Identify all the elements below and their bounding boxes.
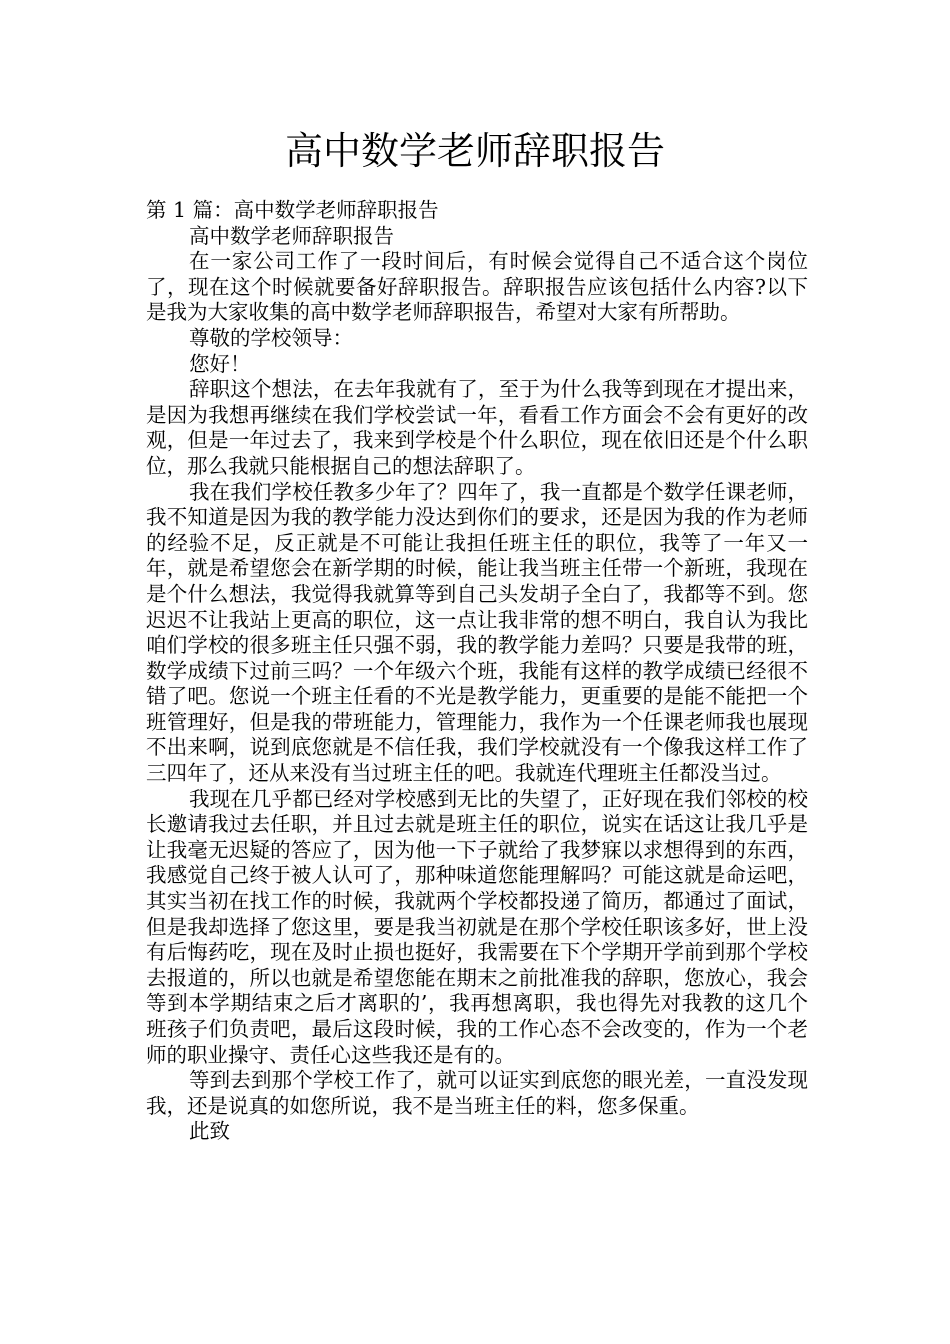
article-heading: 第 1 篇：高中数学老师辞职报告 <box>146 198 439 222</box>
closing-paragraph: 此致 <box>189 1119 230 1144</box>
intro-paragraph: 在一家公司工作了一段时间后，有时候会觉得自己不适合这个岗位了，现在这个时候就要备好辞职报告。辞职报告应该包括什么内容?以下是我为大家收集的高中数学老师辞职报告，希望对大家有所帮助。 <box>146 249 808 325</box>
subtitle-paragraph: 高中数学老师辞职报告 <box>189 223 394 248</box>
body-paragraph: 等到去到那个学校工作了，就可以证实到底您的眼光差，一直没发现我，还是说真的如您所说，我不是当班主任的料，您多保重。 <box>146 1068 808 1118</box>
body-paragraph: 我现在几乎都已经对学校感到无比的失望了，正好现在我们邻校的校长邀请我过去任职，并且过去就是班主任的职位，说实在话这让我几乎是让我毫无迟疑的答应了，因为他一下子就给了我梦寐以求想得到的东西，我感觉自己终于被人认可了，那种味道您能理解吗？可能这就是命运吧，其实当初在找工作的时候，我就两个学校都投递了简历，都通过了面试，但是我却选择了您这里，要是我当初就是在那个学校任职该多好，世上没有后悔药吃，现在及时止损也挺好，我需要在下个学期开学前到那个学校去报道的，所以也就是希望您能在期末之前批准我的辞职，您放心，我会等到本学期结束之后才离职的’，我再想离职，我也得先对我教的这几个班孩子们负责吧，最后这段时候，我的工作心态不会改变的，作为一个老师的职业操守、责任心这些我还是有的。 <box>146 786 808 1067</box>
document-body <box>146 198 808 1145</box>
body-paragraph: 辞职这个想法，在去年我就有了，至于为什么我等到现在才提出来，是因为我想再继续在我们学校尝试一年，看看工作方面会不会有更好的改观，但是一年过去了，我来到学校是个什么职位，现在依旧还是个什么职位，那么我就只能根据自己的想法辞职了。 <box>146 377 808 478</box>
body-paragraph: 我在我们学校任教多少年了？四年了，我一直都是个数学任课老师，我不知道是因为我的教学能力没达到你们的要求，还是因为我的作为老师的经验不足，反正就是不可能让我担任班主任的职位，我等了一年又一年，就是希望您会在新学期的时候，能让我当班主任带一个新班，我现在是个什么想法，我觉得我就算等到自己头发胡子全白了，我都等不到。您迟迟不让我站上更高的职位，这一点让我非常的想不明白，我自认为我比咱们学校的很多班主任只强不弱，我的教学能力差吗？只要是我带的班，数学成绩下过前三吗？一个年级六个班，我能有这样的教学成绩已经很不错了吧。您说一个班主任看的不光是教学能力，更重要的是能不能把一个班管理好，但是我的带班能力，管理能力，我作为一个任课老师我也展现不出来啊，说到底您就是不信任我，我们学校就没有一个像我这样工作了三四年了，还从来没有当过班主任的吧。我就连代理班主任都没当过。 <box>146 479 808 786</box>
salutation-paragraph: 尊敬的学校领导： <box>189 325 353 350</box>
greeting-paragraph: 您好！ <box>189 351 251 376</box>
document-title: 高中数学老师辞职报告 <box>284 129 665 173</box>
